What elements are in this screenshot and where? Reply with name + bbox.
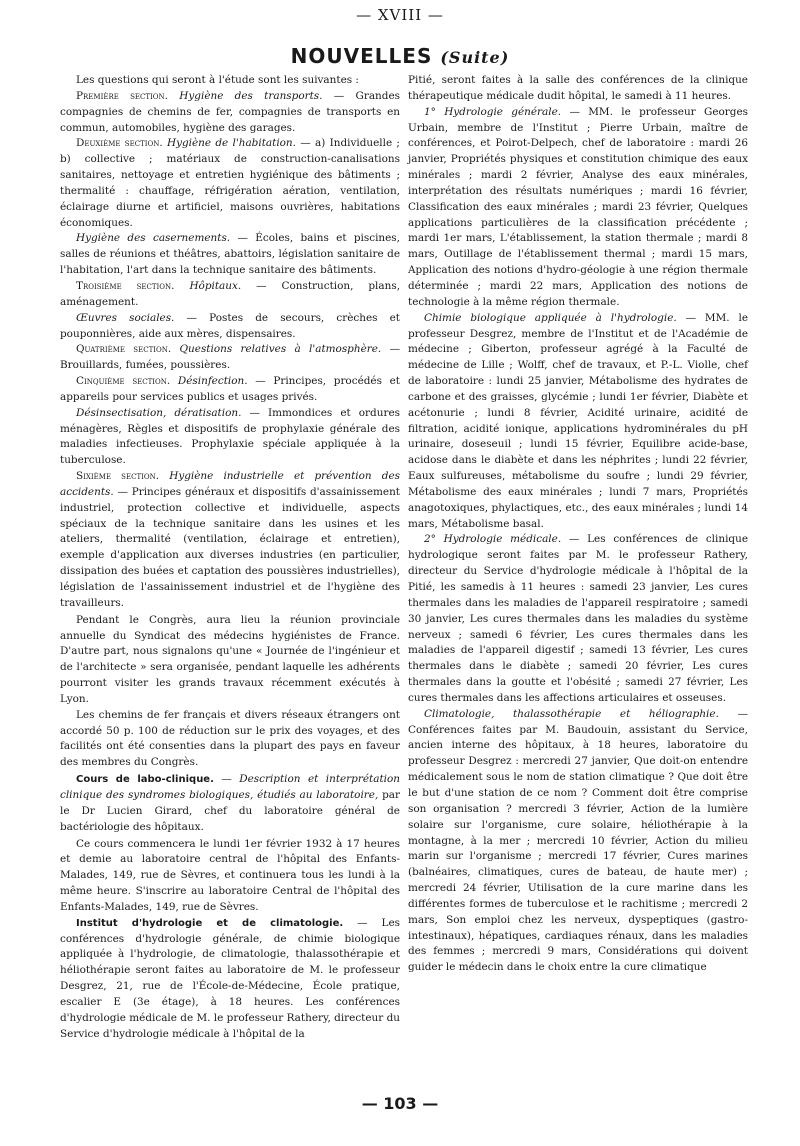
section-1	[60, 89, 400, 137]
section-label: Cinquième section.	[76, 375, 171, 388]
labo-heading: Cours de labo-clinique.	[76, 774, 214, 786]
section-text: — Brouillards, fumées, poussières.	[60, 343, 400, 372]
section-title: Hygiène de l'habitation.	[166, 137, 296, 150]
section-text: — Écoles, bains et piscines, salles de réunions et théâtres, abattoirs, législation sanitaire de l'habitation, l'art dans la technique sanitaire des bâtiments.	[60, 232, 400, 277]
continuation-paragraph: Pitié, seront faites à la salle des conférences de la clinique thérapeutique médicale dudit hôpital, le samedi à 11 heures.	[408, 74, 748, 102]
hydrologie-generale	[408, 105, 748, 311]
labo-text: par le Dr Lucien Girard, chef du laboratoire général de bactériologie des hôpitaux.	[60, 788, 400, 833]
section-label: Sixième section.	[76, 470, 160, 483]
page-headline	[0, 44, 800, 68]
left-column	[60, 73, 400, 1093]
section-label: Quatrième section.	[76, 343, 172, 356]
section-label: Deuxième section.	[76, 137, 163, 150]
course-text: — Conférences faites par M. Baudouin, assistant du Service, ancien interne des hôpitaux, à 18 heures, laboratoire du professeur Desgrez : mercredi 27 janvier, Que doit-on entendre médicalement sous le nom de station climatique ? Que doit être le but d'une station de ce nom ? Comment doit être comprise son organisation ? mercredi 3 février, Action de la lumière solaire sur l'organisme, cure solaire, héliothérapie à la montagne, à la mer ; mercredi 10 février, Action du milieu marin sur l'organisme ; mercredi 17 février, Cures marines (balnéaires, climatiques, cures de bateau, de haute mer) ; mercredi 24 février, Utilisation de la cure marine dans les différentes formes de tuberculose et le rachitisme ; mercredi 2 mars, Son emploi chez les nerveux, dyspeptiques (gastro-intestinaux), hépatiques, cardiaques rénaux, dans les maladies des femmes ; mercredi 9 mars, Considérations qui doivent guider le médecin dans le choix entre la cure climatique	[408, 707, 748, 974]
page-number: — 103 —	[361, 1094, 439, 1113]
section-2b	[60, 231, 400, 279]
climatologie	[408, 707, 748, 976]
roman-page-number: — XVIII —	[356, 6, 444, 24]
institut-heading: Institut d'hydrologie et de climatologie.	[76, 917, 344, 929]
section-text: — Principes généraux et dispositifs d'assainissement industriel, protection collective et individuelle, aspects spéciaux de la technique sanitaire dans les usines et les ateliers, thermalité (ventilation, éclairage et entretien), exemple d'application aux diverses industries (en particulier, dissipation des buées et captation des poussières industrielles), législation de l'assainissement industriel et de l'hygiène des travailleurs.	[60, 485, 400, 609]
section-text: — Postes de secours, crèches et pouponnières, aide aux mères, dispensaires.	[60, 311, 400, 340]
section-text: — Principes, procédés et appareils pour services publics et usages privés.	[60, 375, 400, 403]
section-6	[60, 469, 400, 612]
course-label: Chimie biologique appliquée à l'hydrologie.	[424, 311, 677, 324]
hydrologie-medicale	[408, 532, 748, 706]
section-title: Hygiène des transports.	[179, 89, 323, 102]
section-3b	[60, 311, 400, 343]
labo-paragraph	[60, 772, 400, 835]
section-text: — a) Individuelle ; b) collective ; matériaux de construction-canalisations sanitaires, nettoyage et entretien hygiénique des bâtiments ; thermalité : chauffage, réfrigération aération, ventilation, éclairage diurne et artificiel, maisons ouvrières, habitations économiques.	[60, 137, 400, 229]
section-3	[60, 279, 400, 311]
institut-paragraph	[60, 916, 400, 1043]
labo-title: — Description et interprétation clinique des syndromes biologiques, étudiés au laboratoire,	[60, 773, 400, 801]
intro-paragraph: Les questions qui seront à l'étude sont les suivantes :	[76, 74, 359, 86]
course-label: Climatologie, thalassothérapie et héliographie.	[424, 707, 719, 720]
section-2	[60, 136, 400, 231]
chimie-biologique	[408, 311, 748, 533]
section-text: — Grandes compagnies de chemins de fer, compagnies de transports en commun, automobiles, hygiène des garages.	[60, 89, 400, 134]
chemins-paragraph: Les chemins de fer français et divers réseaux étrangers ont accordé 50 p. 100 de réduction sur le prix des voyages, et des facilités ont été consenties dans la plupart des pays en faveur des membres du Congrès.	[60, 708, 400, 769]
section-4	[60, 342, 400, 374]
section-text: — Immondices et ordures ménagères, Règles et dispositifs de prophylaxie générale des maladies infectieuses. Prophylaxie spéciale appliquée à la tuberculose.	[60, 406, 400, 467]
right-column	[408, 73, 748, 1093]
section-title: Hôpitaux.	[189, 279, 242, 292]
course-label: 1° Hydrologie générale.	[424, 105, 562, 118]
course-text: — MM. le professeur Desgrez, membre de l'Institut et de l'Académie de médecine ; Giberton, professeur agrégé à la Faculté de médecine de Lille ; Wolff, chef de travaux, et P.-L. Violle, chef de laboratoire : lundi 25 janvier, Métabolisme des hydrates de carbone et des graisses, glycémie ; lundi 1er février, Diabète et acétonurie ; lundi 8 février, Acidité urinaire, acidité de filtration, acidité ionique, applications hydrominérales du pH urinaire, doseseuil ; lundi 15 février, Equilibre acide-base, acidose dans le diabète et dans les néphrites ; lundi 22 février, Eaux sulfureuses, métabolisme du soufre ; lundi 29 février, Métabolisme des eaux minérales ; lundi 7 mars, Propriétés anagotoxiques, phylactiques, etc., des eaux minérales ; lundi 14 mars, Métabolisme basal.	[408, 311, 748, 530]
headline-title: NOUVELLES	[290, 44, 433, 68]
section-5b	[60, 406, 400, 469]
course-text: — Les conférences de clinique hydrologique seront faites par M. le professeur Rathery, directeur du Service d'hydrologie médicale à l'hôpital de la Pitié, les samedis à 11 heures : samedi 23 janvier, Les cures thermales dans les maladies de l'appareil respiratoire ; samedi 30 janvier, Les cures thermales dans les maladies du système nerveux ; samedi 6 février, Les cures thermales dans les maladies de l'appareil digestif ; samedi 13 février, Les cures thermales dans le diabète ; samedi 20 février, Les cures thermales dans la goutte et l'obésité ; samedi 27 février, Les cures thermales dans les affections articulaires et osseuses.	[408, 533, 749, 704]
section-title: Questions relatives à l'atmosphère.	[179, 343, 382, 356]
section-title: Désinsectisation, dératisation.	[76, 406, 242, 419]
section-title: Hygiène des casernements.	[76, 232, 231, 245]
course-text: — MM. le professeur Georges Urbain, membre de l'Institut ; Pierre Urbain, maître de conférences, et Poirot-Delpech, chef de laboratoire : mardi 26 janvier, Propriétés physiques et constitution chimique des eaux minérales ; mardi 2 février, Analyse des eaux minérales, interprétation des résultats numériques ; mardi 16 février, Classification des eaux minérales ; mardi 23 février, Quelques applications particulières de la classification précédente ; mardi 1er mars, L'établissement, la station thermale ; mardi 8 mars, Outillage de l'établissement thermal ; mardi 15 mars, Application des notions d'hydro-géologie à une région thermale déterminée ; mardi 22 mars, Application des notions de technologie à la même région thermale.	[408, 105, 748, 308]
congres-paragraph: Pendant le Congrès, aura lieu la réunion provinciale annuelle du Syndicat des médecins hygiénistes de France. D'autre part, nous signalons qu'une « Journée de l'ingénieur et de l'architecte » sera organisée, pendant laquelle les adhérents pourront visiter les grands travaux récemment exécutés à Lyon.	[60, 613, 400, 705]
section-title: Désinfection.	[177, 375, 248, 388]
section-label: Première section.	[76, 89, 168, 102]
section-text: — Construction, plans, aménagement.	[60, 279, 401, 308]
section-label: Troisième section.	[76, 279, 175, 292]
course-label: 2° Hydrologie médicale.	[424, 533, 562, 546]
headline-suffix: (Suite)	[440, 48, 510, 67]
cours-paragraph: Ce cours commencera le lundi 1er février 1932 à 17 heures et demie au laboratoire central de l'hôpital des Enfants-Malades, 149, rue de Sèvres, et continuera tous les lundi à la même heure. S'inscrire au laboratoire Central de l'hôpital des Enfants-Malades, 149, rue de Sèvres.	[60, 837, 400, 913]
section-title: Hygiène industrielle et prévention des accidents.	[60, 470, 400, 498]
institut-text: — Les conférences d'hydrologie générale, de chimie biologique appliquée à l'hydrologie, de climatologie, thalassothérapie et héliothérapie seront faites au laboratoire de M. le professeur Desgrez, 21, rue de l'École-de-Médecine, École pratique, escalier E (3e étage), à 18 heures. Les conférences d'hydrologie médicale de M. le professeur Rathery, directeur du Service d'hydrologie médicale à l'hôpital de la	[60, 916, 400, 1040]
section-5	[60, 374, 400, 406]
section-title: Œuvres sociales.	[76, 311, 175, 324]
